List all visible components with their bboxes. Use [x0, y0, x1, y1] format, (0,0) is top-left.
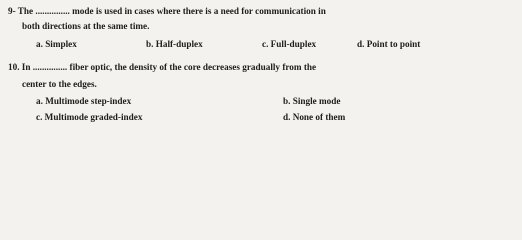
- question-10-option-d: d. None of them: [283, 112, 346, 122]
- question-9-stem-line-1: 9- The ............... mode is used in cases where there is a need for communication in: [8, 6, 326, 16]
- question-9-option-a: a. Simplex: [36, 39, 77, 49]
- question-9-stem-line-2: both directions at the same time.: [22, 21, 150, 31]
- question-10-option-a: a. Multimode step-index: [36, 96, 132, 106]
- question-10-option-b: b. Single mode: [283, 96, 341, 106]
- question-9-option-d: d. Point to point: [357, 39, 421, 49]
- question-10-stem-line-1: 10. In ............... fiber optic, the density of the core decreases gradually from the: [8, 62, 317, 72]
- question-9-option-c: c. Full-duplex: [262, 39, 317, 49]
- question-9-option-b: b. Half-duplex: [146, 39, 203, 49]
- question-10-option-c: c. Multimode graded-index: [36, 112, 143, 122]
- question-10-stem-line-2: center to the edges.: [22, 79, 97, 89]
